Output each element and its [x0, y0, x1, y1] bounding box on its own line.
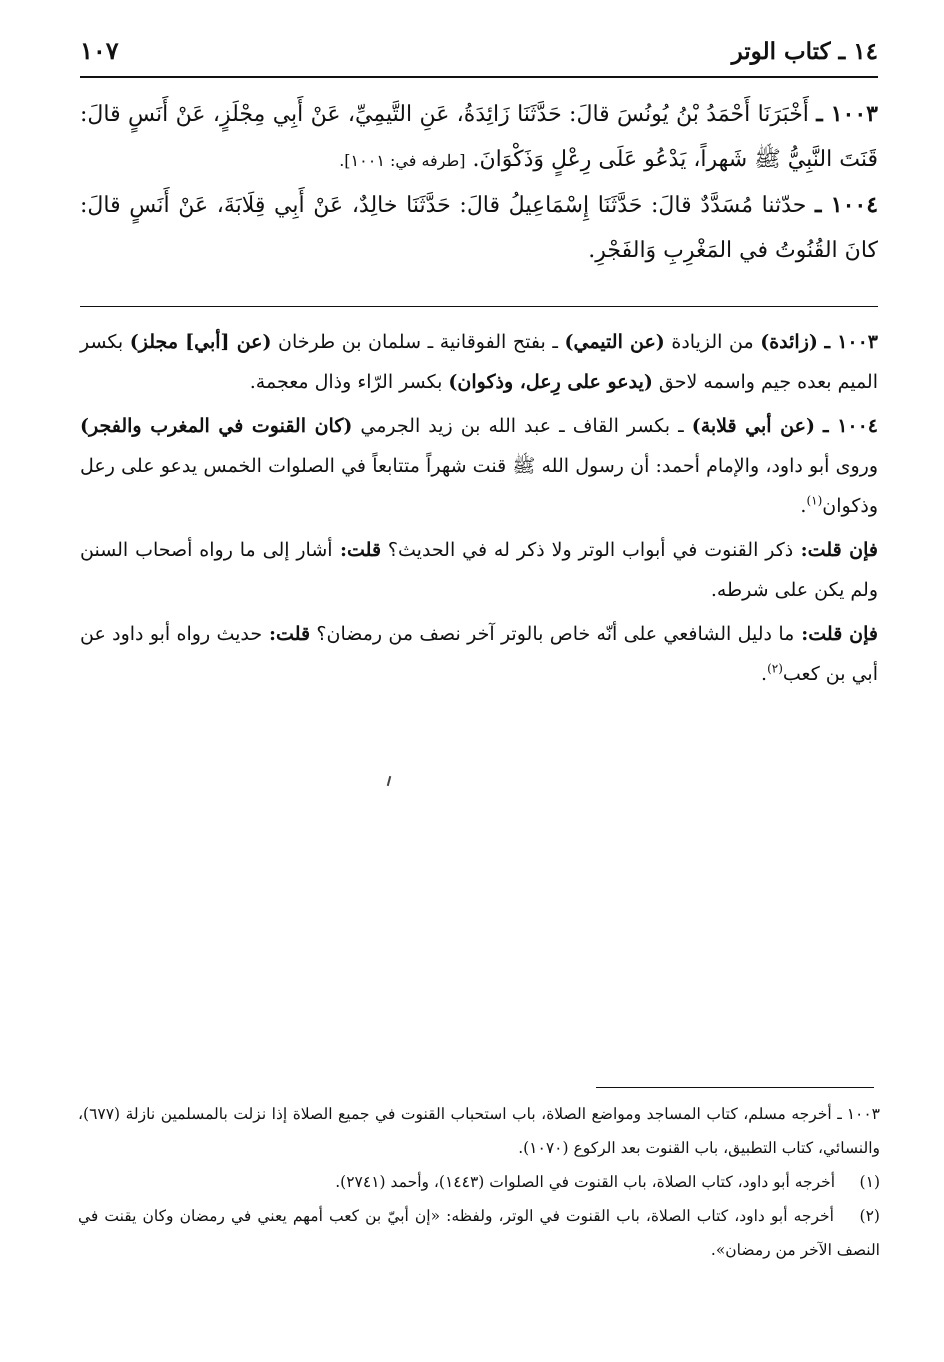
footnote-text: أخرجه أبو داود، كتاب الصلاة، باب القنوت في الوتر، ولفظه: «إن أبيّ بن كعب أمهم يعني في رمضان وكان يقنت في النصف الآخر من رمضان». — [78, 1207, 880, 1259]
hadith-1003 — [80, 92, 878, 183]
question-label: فإن قلت: — [793, 539, 878, 561]
footnote-tag: (٢) — [859, 1207, 880, 1225]
question-text: ذكر القنوت في أبواب الوتر ولا ذكر له في الحديث؟ — [381, 539, 794, 561]
commentary-text: ـ بفتح الفوقانية ـ سلمان بن طرخان — [271, 331, 565, 353]
footnote-marker[interactable]: (١) — [806, 493, 823, 508]
hadith-number: ١٠٠٤ ـ — [814, 192, 879, 218]
commentary-term: (عن [أبي] مجلز) — [129, 331, 272, 353]
hadith-1004 — [80, 183, 878, 273]
chapter-title: ١٤ ـ كتاب الوتر — [731, 38, 878, 65]
commentary-text: وروى أبو داود، والإمام أحمد: أن رسول الله ﷺ قنت شهراً متتابعاً في الصلوات الخمس يدعو على رعل وذكوان — [80, 455, 878, 517]
hadith-text: حدّثنا مُسَدَّدٌ قالَ: حَدَّثَنَا إِسْمَاعِيلُ قالَ: حَدَّثَنَا خالِدٌ، عَنْ أَبِي قِلَابَةَ، عَنْ أَنَسٍ قالَ: كانَ القُنُوتُ في المَغْرِبِ وَالفَجْرِ. — [80, 193, 878, 263]
commentary-term: (يدعو على رِعل، وذكوان) — [448, 371, 653, 393]
footnotes-section — [78, 1097, 880, 1267]
commentary-term: (زائدة) — [760, 331, 818, 353]
footnote-tag: (١) — [859, 1173, 880, 1191]
answer-label: قلت: — [332, 539, 382, 561]
question-label: فإن قلت: — [794, 623, 878, 645]
answer-text: حديث رواه أبو داود عن أبي بن كعب — [80, 623, 878, 685]
hadith-cross-reference: [طرفه في: ١٠٠١]. — [339, 151, 466, 170]
section-divider — [80, 306, 878, 307]
footnote-2 — [78, 1199, 880, 1267]
answer-label: قلت: — [262, 623, 311, 645]
commentary-text: ـ بكسر القاف ـ عبد الله بن زيد الجرمي — [352, 415, 692, 437]
footnote-1 — [78, 1165, 880, 1199]
commentary-1004: ١٠٠٤ ـ (عن أبي قلابة) ـ بكسر القاف ـ عبد الله بن زيد الجرمي (كان القنوت في المغرب والفجر) وروى أبو داود، والإمام أحمد: أن رسول الله ﷺ قنت شهراً متتابعاً في الصلوات الخمس يدعو على رعل وذكوان$^{(١)}$. — [80, 415, 879, 517]
commentary-text: بكسر الميم بعده جيم واسمه لاحق — [80, 331, 878, 393]
hadith-number: ١٠٠٣ ـ — [816, 101, 878, 127]
commentary-term: (عن أبي قلابة) — [691, 415, 815, 437]
commentary-number: ١٠٠٣ ـ — [824, 331, 879, 353]
page-header — [80, 34, 878, 78]
hadith-text: أَخْبَرَنَا أَحْمَدُ بْنُ يُونُسَ قالَ: حَدَّثَنَا زَائِدَةُ، عَنِ التَّيمِيِّ، عَنْ أَبِي مِجْلَزٍ، عَنْ أَنَسٍ قالَ: قَنَتَ النَّبِيُّ ﷺ شَهراً، يَدْعُو عَلَى رِعْلٍ وَذَكْوَانَ. — [80, 102, 878, 172]
commentary-section — [80, 322, 878, 698]
answer-text: أشار إلى ما رواه أصحاب السنن ولم يكن على شرطه. — [80, 539, 878, 601]
footnote-1003 — [78, 1097, 880, 1165]
commentary-text: من الزيادة — [664, 331, 761, 353]
commentary-text: بكسر الرّاء وذال معجمة. — [249, 371, 449, 393]
print-speck — [387, 776, 392, 786]
footnote-marker[interactable]: (٢) — [767, 661, 783, 676]
hadith-text-section — [80, 92, 878, 273]
question-text: ما دليل الشافعي على أنّه خاص بالوتر آخر نصف من رمضان؟ — [310, 623, 795, 645]
header-rule — [80, 76, 878, 78]
commentary-term: (عن التيمي) — [564, 331, 665, 353]
commentary-number: ١٠٠٤ ـ — [823, 415, 879, 437]
footnote-text: أخرجه مسلم، كتاب المساجد ومواضع الصلاة، باب استحباب القنوت في جميع الصلاة إذا نزلت بالمسلمين نازلة (٦٧٧)، والنسائي، كتاب التطبيق، باب القنوت بعد الركوع (١٠٧٠). — [78, 1105, 880, 1157]
commentary-question-1 — [80, 530, 878, 610]
footnote-text: أخرجه أبو داود، كتاب الصلاة، باب القنوت في الصلوات (١٤٤٣)، وأحمد (٢٧٤١). — [335, 1173, 836, 1191]
footnote-rule — [596, 1087, 874, 1088]
commentary-question-2: فإن قلت: ما دليل الشافعي على أنّه خاص بالوتر آخر نصف من رمضان؟ قلت: حديث رواه أبو داود عن أبي بن كعب$^{(٢)}$. — [80, 623, 878, 685]
page-number: ١٠٧ — [80, 36, 119, 65]
footnote-tag: ١٠٠٣ ـ — [837, 1105, 880, 1123]
commentary-1003 — [80, 322, 878, 402]
commentary-term: (كان القنوت في المغرب والفجر) — [80, 415, 353, 437]
